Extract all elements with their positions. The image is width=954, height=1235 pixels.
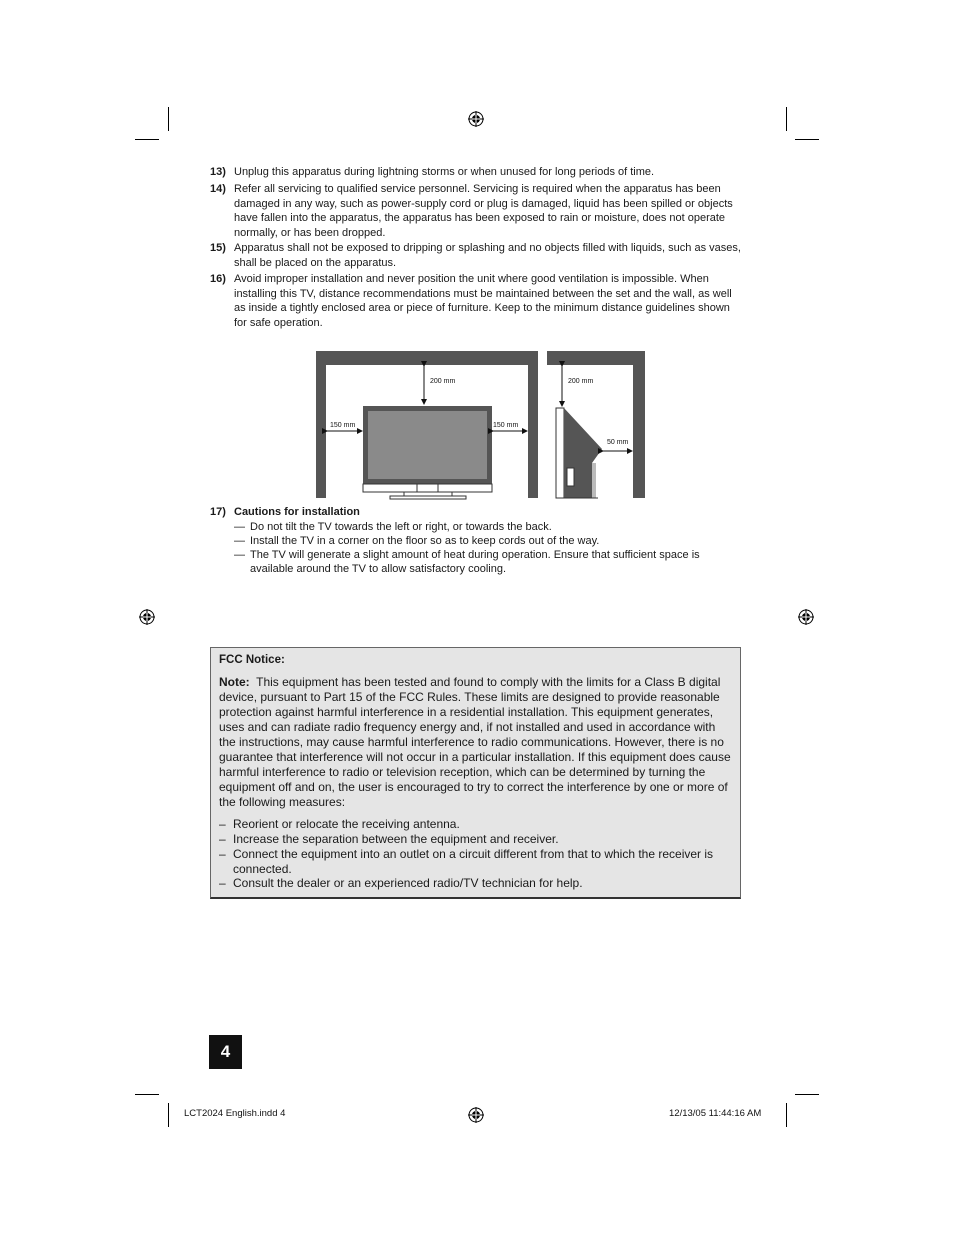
note-label: Note: <box>219 675 250 689</box>
side-view <box>543 351 645 498</box>
fcc-measure <box>219 832 734 847</box>
fcc-measure <box>219 876 734 891</box>
item-number: 14) <box>210 183 226 195</box>
safety-item-14 <box>210 182 745 240</box>
cautions-title: Cautions for installation <box>234 506 360 518</box>
front-top-label: 200 mm <box>430 378 456 385</box>
registration-mark-icon <box>468 111 484 127</box>
measure-text: Increase the separation between the equipment and receiver. <box>233 832 559 846</box>
side-back-label: 50 mm <box>607 439 629 446</box>
safety-item-13 <box>210 165 745 180</box>
fcc-title: FCC Notice: <box>219 654 285 666</box>
caution-text: Do not tilt the TV towards the left or right, or towards the back. <box>250 521 552 533</box>
crop-mark <box>786 107 787 131</box>
registration-mark-icon <box>139 609 155 625</box>
item-number: 17) <box>210 506 226 518</box>
registration-mark-icon <box>798 609 814 625</box>
registration-mark-icon <box>468 1107 484 1123</box>
caution-text: The TV will generate a slight amount of heat during operation. Ensure that sufficient space is available around the TV to allow satisfactory cooling. <box>250 549 700 575</box>
tv-stand <box>404 492 452 496</box>
crop-mark <box>795 1094 819 1095</box>
item-text: Avoid improper installation and never position the unit where good ventilation is impossible. When installing this TV, distance recommendations must be maintained between the set and the wall, as well as inside a tightly enclosed area or piece of furniture. Keep to the minimum distance guidelines shown for safe operation. <box>234 273 732 329</box>
item-number: 13) <box>210 166 226 178</box>
measure-text: Consult the dealer or an experienced radio/TV technician for help. <box>233 876 583 890</box>
em-dash: — <box>234 521 245 533</box>
em-dash: — <box>234 549 245 561</box>
item-text: Unplug this apparatus during lightning storms or when unused for long periods of time. <box>234 166 655 178</box>
tv-side-icon <box>556 408 564 498</box>
fcc-note <box>219 675 734 810</box>
front-left-label: 150 mm <box>330 422 356 429</box>
measure-text: Connect the equipment into an outlet on a circuit different from that to which the receiver is connected. <box>233 847 714 876</box>
caution-text: Install the TV in a corner on the floor so as to keep cords out of the way. <box>250 535 600 547</box>
front-view <box>316 351 538 499</box>
front-right-label: 150 mm <box>493 422 519 429</box>
measure-text: Reorient or relocate the receiving antenna. <box>233 817 460 831</box>
crop-mark <box>135 139 159 140</box>
footer-filename: LCT2024 English.indd 4 <box>184 1108 286 1119</box>
caution-line <box>234 520 744 534</box>
crop-mark <box>795 139 819 140</box>
footer-timestamp: 12/13/05 11:44:16 AM <box>669 1108 762 1119</box>
en-dash: – <box>219 876 226 890</box>
caution-line <box>234 534 744 548</box>
crop-mark <box>168 1103 169 1127</box>
en-dash: – <box>219 832 226 846</box>
cautions-heading <box>210 506 360 518</box>
safety-item-16 <box>210 272 745 330</box>
item-number: 16) <box>210 273 226 285</box>
en-dash: – <box>219 847 226 861</box>
note-text: This equipment has been tested and found to comply with the limits for a Class B digital device, pursuant to Part 15 of the FCC Rules. These limits are designed to provide reasonable protection against harmful interference in a residential installation. This equipment generates, uses and can radiate radio frequency energy and, if not installed and used in accordance with the instructions, may cause harmful interference to radio communications. However, there is no guarantee that interference will not occur in a particular installation. If this equipment does cause harmful interference to radio or television reception, which can be determined by turning the equipment off and on, the user is encouraged to try to correct the interference by one or more of the following measures: <box>219 675 731 809</box>
crop-mark <box>135 1094 159 1095</box>
caution-line <box>234 548 744 576</box>
clearance-diagram <box>316 351 646 501</box>
item-text: Apparatus shall not be exposed to dripping or splashing and no objects filled with liquids, such as vases, shall be placed on the apparatus. <box>234 242 741 269</box>
en-dash: – <box>219 817 226 831</box>
page-number: 4 <box>209 1035 242 1069</box>
fcc-measure <box>219 847 734 876</box>
crop-mark <box>168 107 169 131</box>
safety-item-15 <box>210 241 745 270</box>
em-dash: — <box>234 535 245 547</box>
side-top-label: 200 mm <box>568 378 594 385</box>
crop-mark <box>786 1103 787 1127</box>
fcc-measure <box>219 817 734 832</box>
item-text: Refer all servicing to qualified service personnel. Servicing is required when the apparatus has been damaged in any way, such as power-supply cord or plug is damaged, liquid has been spilled or objects have fallen into the apparatus, the apparatus has been exposed to rain or moisture, does not operate normally, or has been dropped. <box>234 183 733 239</box>
tv-screen <box>368 411 487 479</box>
item-number: 15) <box>210 242 226 254</box>
fcc-notice-box <box>210 647 741 899</box>
